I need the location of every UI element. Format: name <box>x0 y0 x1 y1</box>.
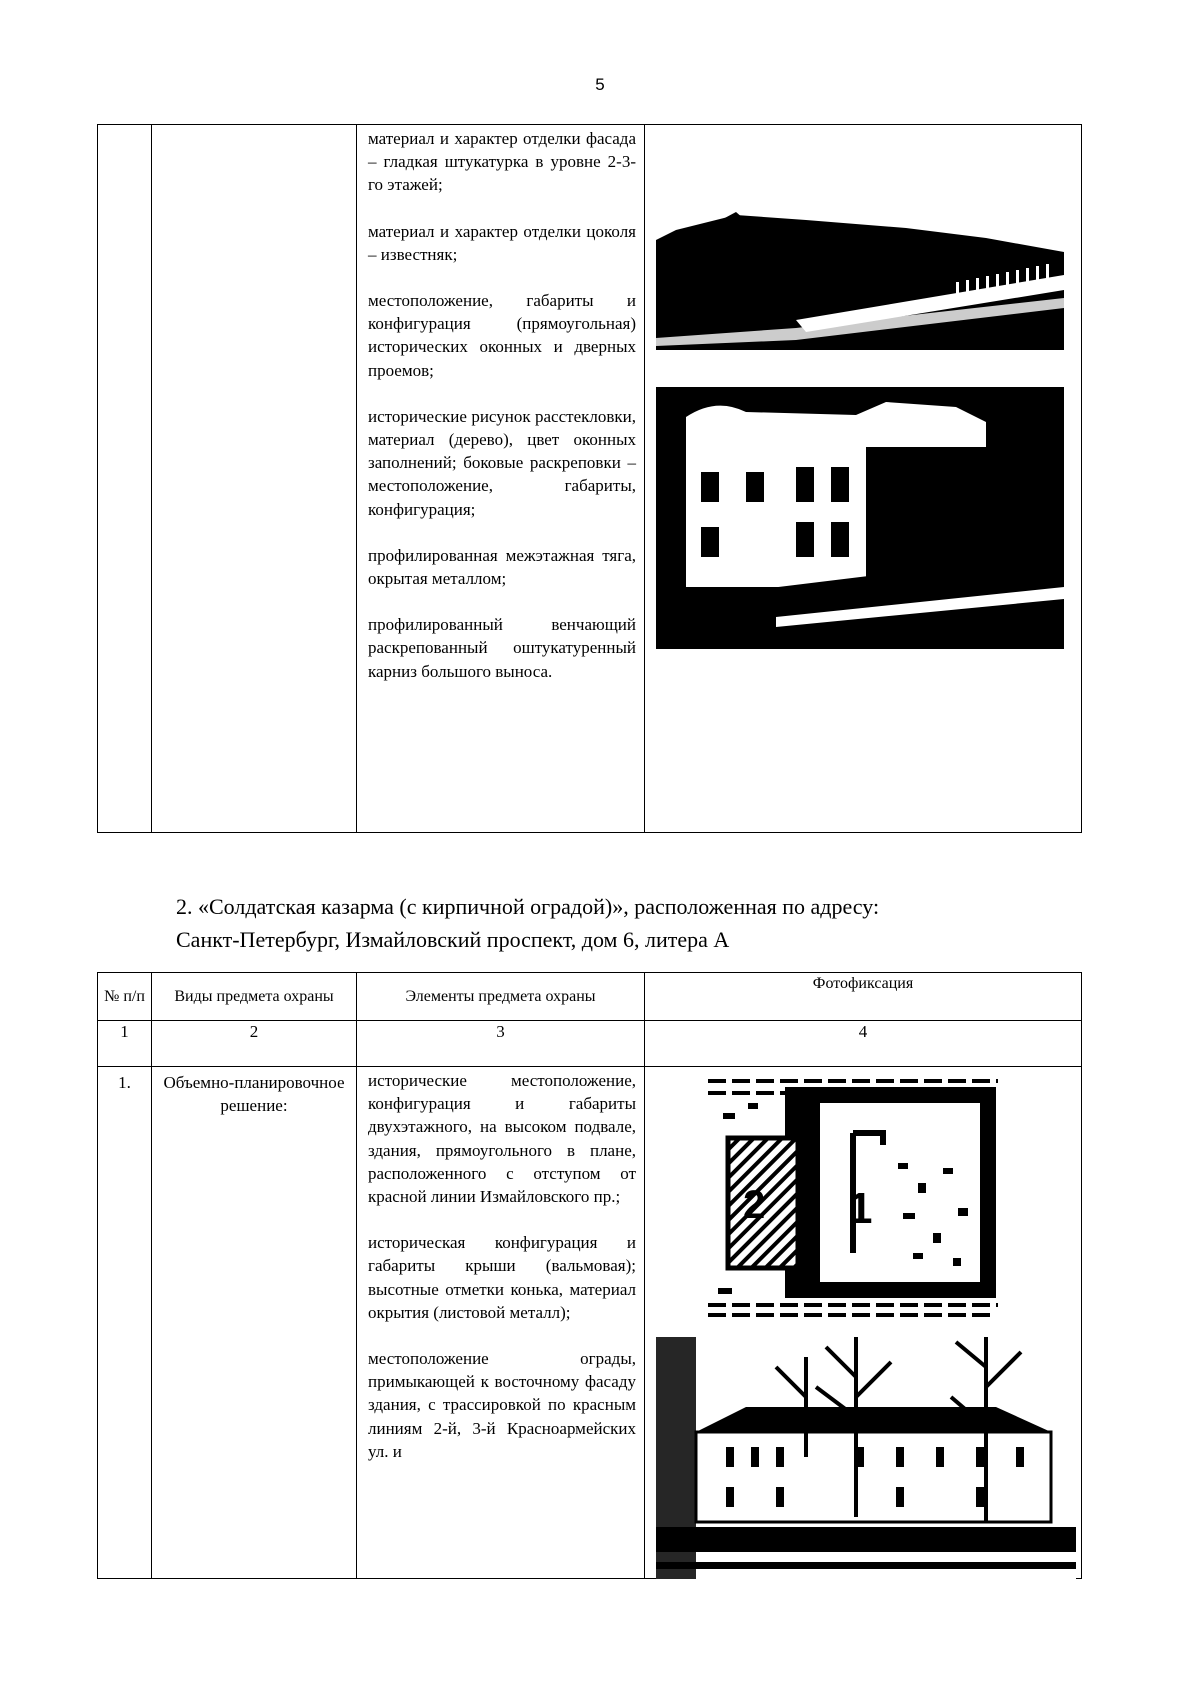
element-paragraph: местоположение ограды, примыкающей к восточному фасаду здания, с трассировкой по красным линиям 2-й, 3-й Красноармейских ул. и <box>368 1349 636 1461</box>
element-paragraph: местоположение, габариты и конфигурация (прямоугольная) исторических оконных и дверных проемов; <box>368 291 636 380</box>
column-number: 4 <box>645 1021 1082 1067</box>
header-photo: Фотофиксация <box>645 973 1082 1021</box>
building-photo <box>656 1337 1076 1579</box>
plan-label-2: 2 <box>743 1183 766 1227</box>
elements-cell <box>357 125 645 833</box>
photo-cell <box>645 1067 1082 1579</box>
header-number: № п/п <box>98 973 152 1021</box>
heading-line-1: 2. «Солдатская казарма (с кирпичной оградой)», расположенная по адресу: <box>176 894 880 919</box>
photo-cell <box>645 125 1082 833</box>
elements-cell <box>357 1067 645 1579</box>
element-paragraph: профилированный венчающий раскрепованный оштукатуренный карниз большого выноса. <box>368 615 636 681</box>
protection-table <box>97 972 1082 1579</box>
element-paragraph: профилированная межэтажная тяга, окрытая металлом; <box>368 545 636 589</box>
page-number: 5 <box>595 75 605 94</box>
section-heading <box>176 890 1076 956</box>
element-paragraph: материал и характер отделки фасада – гладкая штукатурка в уровне 2-3- го этажей; <box>368 129 636 195</box>
type-cell <box>152 125 357 833</box>
header-elements: Элементы предмета охраны <box>357 973 645 1021</box>
number-cell <box>98 125 152 833</box>
column-number: 1 <box>98 1021 152 1067</box>
element-paragraph: материал и характер отделки цоколя – известняк; <box>368 221 636 264</box>
element-paragraph: историческая конфигурация и габариты крыши (вальмовая); высотные отметки конька, материал окрытия (листовой металл); <box>368 1233 636 1322</box>
facade-photo-1 <box>656 200 1064 350</box>
element-paragraph: исторические рисунок расстекловки, материал (дерево), цвет оконных заполнений; боковые раскреповки – местоположение, габариты, конфигурация; <box>368 406 636 519</box>
site-plan <box>703 1073 1003 1323</box>
row-number: 1. <box>98 1067 152 1579</box>
protection-type: Объемно-планировочное решение: <box>152 1067 357 1579</box>
header-type: Виды предмета охраны <box>152 973 357 1021</box>
column-number: 2 <box>152 1021 357 1067</box>
heading-line-2: Санкт-Петербург, Измайловский проспект, дом 6, литера А <box>176 927 730 952</box>
facade-photo-2 <box>656 387 1064 649</box>
element-paragraph: исторические местоположение, конфигурация и габариты двухэтажного, на высоком подвале, здания, прямоугольного в плане, расположенного с отступом от красной линии Измайловского пр.; <box>368 1071 636 1207</box>
plan-label-1: 1 <box>848 1184 873 1233</box>
column-number: 3 <box>357 1021 645 1067</box>
protection-table-continued <box>97 124 1082 833</box>
